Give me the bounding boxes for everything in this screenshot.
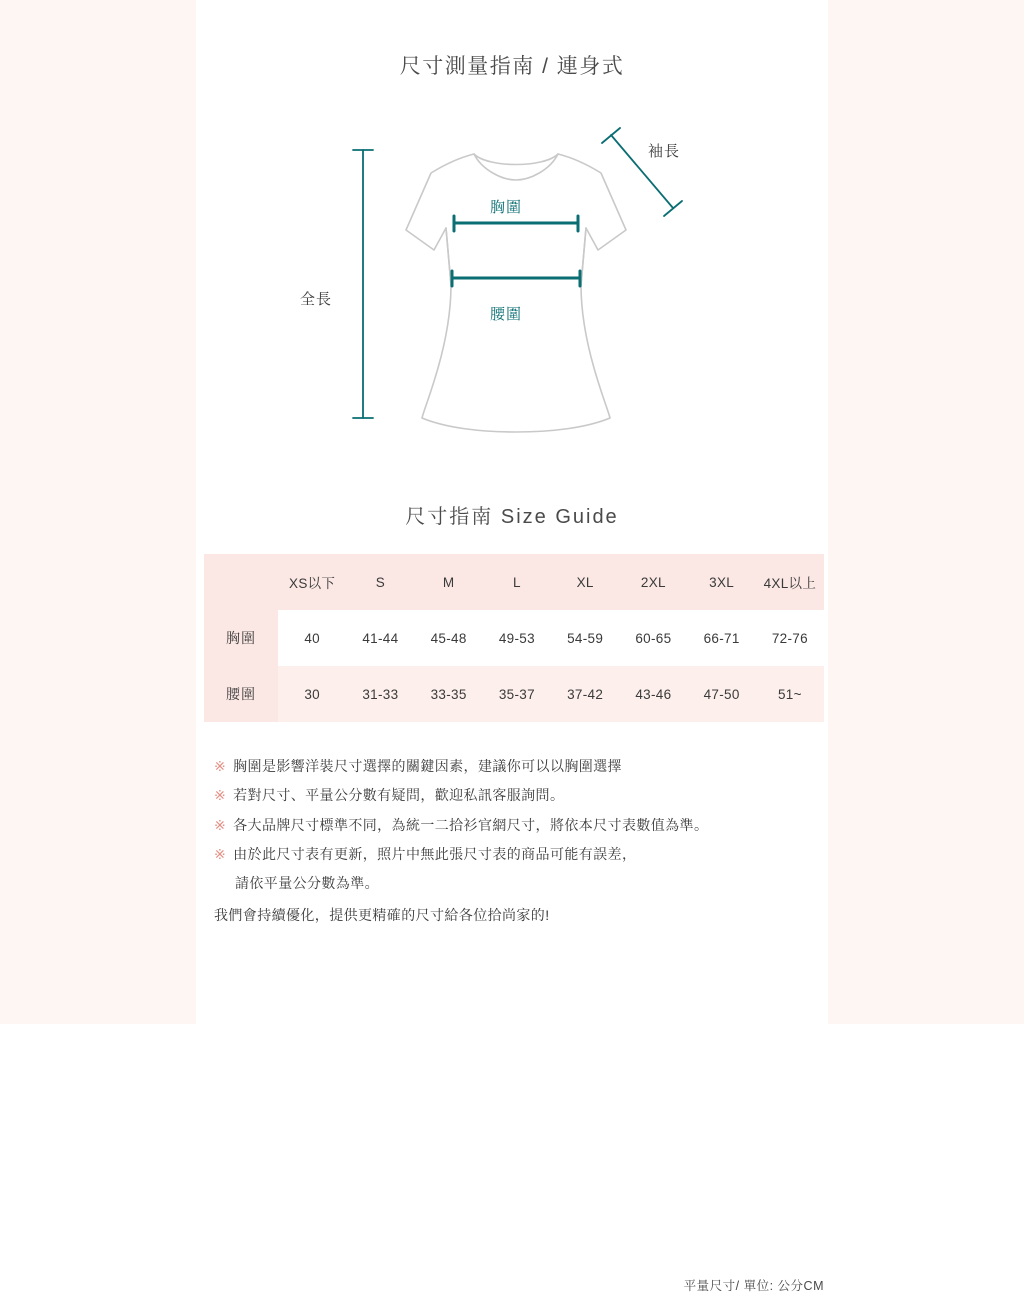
cell-bust-m: 45-48 xyxy=(415,610,483,666)
header-xl: XL xyxy=(576,574,594,590)
header-m: M xyxy=(442,574,455,590)
note-item xyxy=(214,844,828,864)
page-title-wrap xyxy=(196,48,828,86)
cell-waist-m: 33-35 xyxy=(415,666,483,722)
note-text: 胸圍是影響洋裝尺寸選擇的關鍵因素，建議你可以以胸圍選擇 xyxy=(233,758,622,774)
content-area xyxy=(196,0,828,1293)
title-underline xyxy=(387,77,637,86)
header-s: S xyxy=(375,574,386,590)
note-text: 各大品牌尺寸標準不同，為統一二拾衫官網尺寸，將依本尺寸表數值為準。 xyxy=(233,816,709,833)
length-measure-line xyxy=(353,150,373,418)
cell-waist-xs: 30 xyxy=(278,666,346,722)
header-corner xyxy=(204,554,278,610)
label-bust: 胸圍 xyxy=(490,199,523,216)
note-mark-icon: ※ xyxy=(214,816,227,833)
note-item xyxy=(214,815,828,835)
table-row xyxy=(204,666,824,722)
cell-bust-xs: 40 xyxy=(278,610,346,666)
header-2xl: 2XL xyxy=(640,574,666,590)
size-guide-heading: 尺寸指南 Size Guide xyxy=(405,506,619,528)
note-item xyxy=(214,756,828,776)
note-mark-icon: ※ xyxy=(214,845,227,862)
table-header-row xyxy=(204,554,824,610)
dress-svg xyxy=(196,110,828,460)
notes-list xyxy=(214,756,828,925)
cell-bust-3xl: 66-71 xyxy=(688,610,756,666)
note-mark-icon: ※ xyxy=(214,758,227,774)
dress-diagram xyxy=(196,110,828,460)
size-table-body xyxy=(204,610,824,722)
header-3xl: 3XL xyxy=(709,574,735,590)
waist-measure-line xyxy=(452,271,580,286)
cell-bust-s: 41-44 xyxy=(346,610,414,666)
header-xs: XS以下 xyxy=(289,576,336,591)
cell-waist-4xl: 51~ xyxy=(756,666,824,722)
note-mark-icon: ※ xyxy=(214,787,227,804)
cell-bust-4xl: 72-76 xyxy=(756,610,824,666)
page-title-text: 尺寸測量指南 / 連身式 xyxy=(399,55,625,78)
header-l: L xyxy=(512,574,521,590)
header-4xl: 4XL以上 xyxy=(763,576,817,591)
label-length: 全長 xyxy=(300,291,333,308)
cell-waist-s: 31-33 xyxy=(346,666,414,722)
note-text: 若對尺寸、平量公分數有疑問，歡迎私訊客服詢問。 xyxy=(233,787,565,804)
label-sleeve: 袖長 xyxy=(648,143,681,160)
cell-bust-2xl: 60-65 xyxy=(619,610,687,666)
cell-bust-l: 49-53 xyxy=(483,610,551,666)
row-label-waist: 腰圍 xyxy=(204,666,278,722)
note-item xyxy=(214,785,828,805)
right-band xyxy=(828,0,1024,1024)
page-title xyxy=(394,48,631,86)
cell-waist-xl: 37-42 xyxy=(551,666,619,722)
table-row xyxy=(204,610,824,666)
size-table-head xyxy=(204,554,824,610)
note-text: 由於此尺寸表有更新，照片中無此張尺寸表的商品可能有誤差， xyxy=(233,845,637,862)
cell-waist-3xl: 47-50 xyxy=(688,666,756,722)
label-waist: 腰圍 xyxy=(490,306,523,323)
notes-closing: 我們會持續優化，提供更精確的尺寸給各位拾尚家的! xyxy=(214,907,550,924)
left-band xyxy=(0,0,196,1024)
size-table xyxy=(204,554,824,722)
cell-waist-l: 35-37 xyxy=(483,666,551,722)
note-continuation: 請依平量公分數為準。 xyxy=(235,875,379,892)
row-label-bust: 胸圍 xyxy=(204,610,278,666)
cell-bust-xl: 54-59 xyxy=(551,610,619,666)
bust-measure-line xyxy=(454,216,578,231)
cell-waist-2xl: 43-46 xyxy=(619,666,687,722)
unit-note: 平量尺寸/ 單位: 公分CM xyxy=(683,1279,824,1293)
